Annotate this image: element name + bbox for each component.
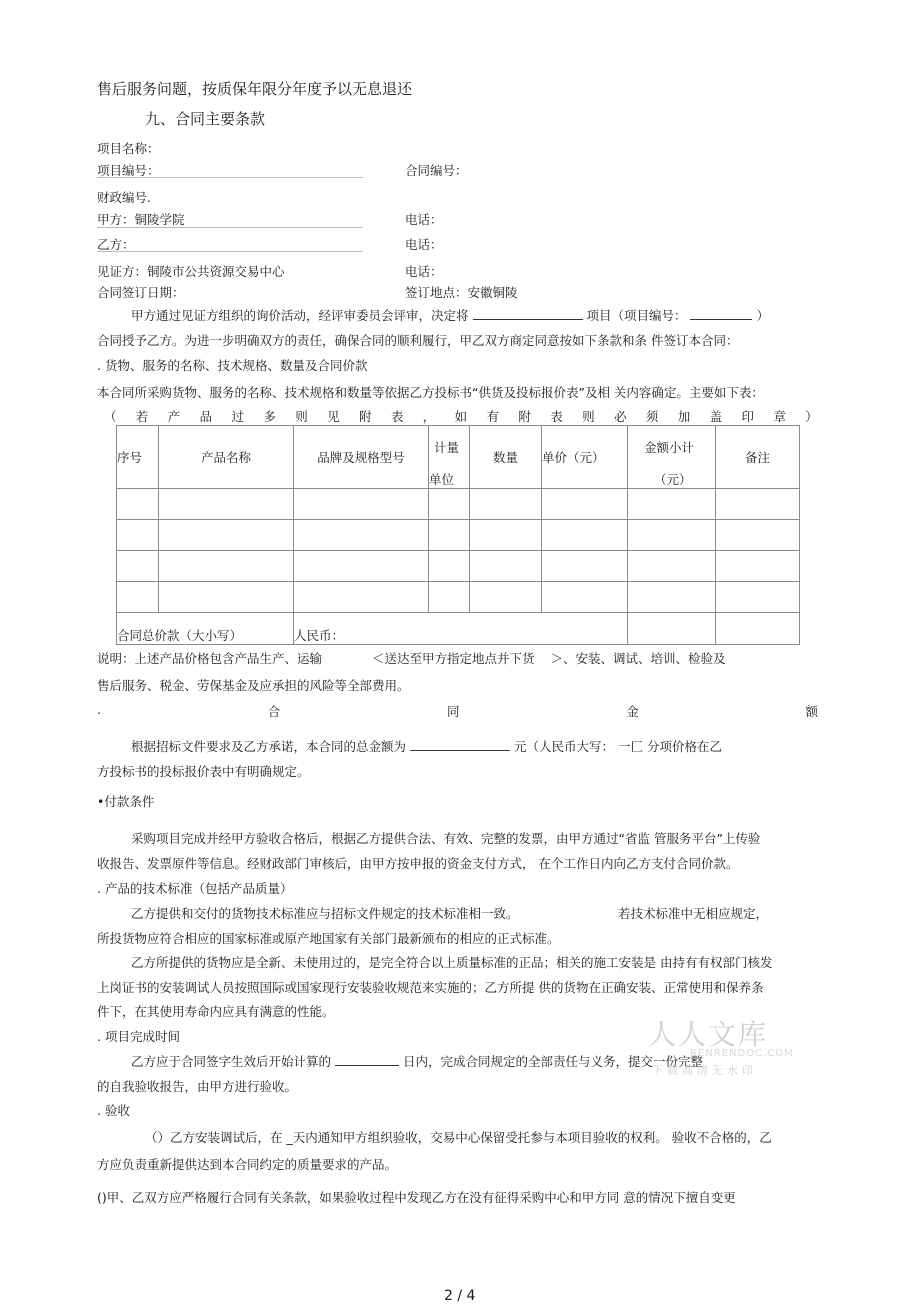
amount-heading xyxy=(97,702,818,720)
phone-w-label: 电话： xyxy=(405,264,443,279)
payment-line-2: 收报告、发票原件等信息。经财政部门审核后，由甲方按申报的资金支付方式， 在个工作日内向乙方支付合同价款。 xyxy=(97,856,739,871)
party-b: 乙方： xyxy=(97,237,135,252)
tech-line-4: 上岗证书的安装调试人员按照国际或国家现行安装验收规范来实施的；乙方所提 供的货物在正确安装、正常使用和保养条 xyxy=(97,980,764,995)
amount-text-d: 分项价格在乙 xyxy=(646,739,722,754)
watermark-url: RENRENDOC.COM xyxy=(690,1048,794,1059)
note-char: 盖 xyxy=(709,409,723,424)
explain-line-1 xyxy=(97,649,725,667)
intro-line-3: 本合同所采购货物、服务的名称、技术规格和数量等依据乙方投标书“供货及投标报价表”及相 关内容确定。主要如下表： xyxy=(97,385,764,400)
note-char: 章 xyxy=(773,409,786,424)
intro-line-1 xyxy=(131,306,769,324)
goods-table xyxy=(116,425,800,645)
explain-b: ＜送达至甲方指定地点并下货 xyxy=(371,651,535,666)
days-blank xyxy=(335,1053,399,1066)
intro-text-b: 项目（项目编号： xyxy=(586,308,687,323)
rmb-label: 人民币： xyxy=(294,613,628,645)
note-char: ， xyxy=(422,409,436,424)
note-char: （ xyxy=(104,409,117,424)
amount-text-c: 一匚 xyxy=(617,739,643,754)
phone-b-label: 电话： xyxy=(405,237,443,252)
party-a: 甲方：铜陵学院 xyxy=(97,212,185,227)
sign-place: 签订地点：安徽铜陵 xyxy=(405,285,518,300)
note-char: 则 xyxy=(582,409,595,424)
note-char: 加 xyxy=(677,409,691,424)
col-unit xyxy=(429,426,470,489)
note-char: 表 xyxy=(390,409,404,424)
table-total-row xyxy=(117,613,800,645)
note-char: 有 xyxy=(486,409,500,424)
completion-title: . 项目完成时间 xyxy=(97,1029,180,1044)
col-qty: 数量 xyxy=(470,426,542,489)
note-char: 品 xyxy=(199,409,213,424)
note-char: 附 xyxy=(359,409,372,424)
tech-line-2: 所投货物应符合相应的国家标准或原产地国家有关部门最新颁布的相应的正式标准。 xyxy=(97,931,560,946)
col-subtotal-bottom: （元） xyxy=(654,472,692,487)
explain-c: ＞、安装、调试、培训、检验及 xyxy=(550,651,726,666)
amount-text-a: 根据招标文件要求及乙方承诺，本合同的总金额为 xyxy=(131,739,407,754)
completion-line-1 xyxy=(131,1052,703,1070)
note-char: ） xyxy=(805,409,818,424)
tech-line-5: 件下，在其使用寿命内应具有满意的性能。 xyxy=(97,1004,335,1019)
amount-heading-char: 合 xyxy=(267,704,281,719)
intro-text-a: 甲方通过见证方组织的询价活动，经评审委员会评审，决定将 xyxy=(131,308,469,323)
note-char: 过 xyxy=(231,409,245,424)
col-unit-top: 计量 xyxy=(434,440,460,455)
note-char: 产 xyxy=(167,409,181,424)
completion-line-2: 的自我验收报告，由甲方进行验收。 xyxy=(97,1079,298,1094)
project-blank xyxy=(473,307,583,320)
acceptance-line-2: 方应负责重新提供达到本合同约定的质量要求的产品。 xyxy=(97,1157,398,1172)
amount-heading-char: 金 xyxy=(626,704,639,719)
witness: 见证方：铜陵市公共资源交易中心 xyxy=(97,264,285,279)
note-char: 表 xyxy=(550,409,563,424)
intro-text-c: ） xyxy=(756,308,769,323)
project-no-label: 项目编号： xyxy=(97,163,160,178)
tech-line-1a: 乙方提供和交付的货物技术标准应与招标文件规定的技术标准相一致。 xyxy=(131,906,519,921)
attachment-note xyxy=(104,407,818,425)
table-row xyxy=(117,520,800,551)
total-label: 合同总价款（大小写） xyxy=(117,613,294,645)
project-no-blank xyxy=(690,307,752,320)
col-unit-bottom: 单位 xyxy=(429,472,455,487)
completion-text-a: 乙方应于合同签字生效后开始计算的 xyxy=(131,1054,332,1069)
note-char: 若 xyxy=(135,409,149,424)
amount-line-2: 方投标书的投标报价表中有明确规定。 xyxy=(97,764,310,779)
note-char: 印 xyxy=(741,409,755,424)
completion-text-b: 日内，完成合同规定的全部责任与义务，提交一份完整 xyxy=(402,1054,703,1069)
table-header-row xyxy=(117,426,800,489)
col-price: 单价（元） xyxy=(542,426,628,489)
amount-heading-char: 额 xyxy=(805,704,818,719)
note-char: 必 xyxy=(614,409,627,424)
tech-line-1b: 若技术标准中无相应规定， xyxy=(618,906,769,921)
amount-heading-char: . xyxy=(97,702,101,717)
table-row xyxy=(117,489,800,520)
col-seq: 序号 xyxy=(117,426,159,489)
intro-line-2: 合同授予乙方。为进一步明确双方的责任，确保合同的顺利履行，甲乙双方商定同意按如下条款和条 件签订本合同： xyxy=(97,333,739,348)
note-char: 见 xyxy=(327,409,340,424)
tech-line-3: 乙方所提供的货物应是全新、未使用过的，是完全符合以上质量标准的正品；相关的施工安装是 由持有有权部门核发 xyxy=(131,955,773,970)
col-name: 产品名称 xyxy=(159,426,294,489)
watermark-logo: 人人文库 xyxy=(648,1018,769,1051)
party-a-line xyxy=(97,227,363,228)
amount-blank xyxy=(410,738,510,751)
col-subtotal xyxy=(628,426,716,489)
col-remark: 备注 xyxy=(716,426,800,489)
explain-line-2: 售后服务、税金、劳保基金及应承担的风险等全部费用。 xyxy=(97,678,410,693)
explain-a: 说明：上述产品价格包含产品生产、运输 xyxy=(97,651,323,666)
amount-heading-char: 同 xyxy=(446,704,460,719)
payment-line-1: 采购项目完成并经甲方验收合格后，根据乙方提供合法、有效、完整的发票，由甲方通过“省监 管服务平台”上传验 xyxy=(131,831,761,846)
acceptance-title: . 验收 xyxy=(97,1103,130,1118)
col-brand: 品牌及规格型号 xyxy=(294,426,429,489)
note-char: 附 xyxy=(518,409,531,424)
top-line: 售后服务问题，按质保年限分年度予以无息退还 xyxy=(97,80,413,98)
project-no-line xyxy=(97,177,363,178)
acceptance-line-1: （）乙方安装调试后，在 _天内通知甲方组织验收，交易中心保留受托参与本项目验收的权利。 验收不合格的，乙 xyxy=(145,1130,772,1145)
note-char: 则 xyxy=(295,409,308,424)
section-title: 九、合同主要条款 xyxy=(145,110,266,128)
note-char: 须 xyxy=(645,409,659,424)
col-subtotal-top: 金额小计 xyxy=(644,440,695,455)
watermark-tagline: 下载高清无水印 xyxy=(652,1064,757,1077)
tech-title: . 产品的技术标准（包括产品质量） xyxy=(97,881,293,896)
note-char: 多 xyxy=(263,409,276,424)
amount-text-b: 元（人民币大写： xyxy=(513,739,614,754)
project-name-label: 项目名称： xyxy=(97,141,160,156)
party-b-line xyxy=(97,251,363,252)
finance-no-label: 财政编号. xyxy=(97,190,151,205)
acceptance-line-3: ()甲、乙双方应严格履行合同有关条款，如果验收过程中发现乙方在没有征得采购中心和甲方同 意的情况下擅自变更 xyxy=(97,1190,736,1205)
table-row xyxy=(117,582,800,613)
note-char: 如 xyxy=(454,409,468,424)
phone-a-label: 电话： xyxy=(405,212,443,227)
payment-title: •付款条件 xyxy=(97,794,155,809)
page-number: 2 / 4 xyxy=(444,1288,476,1304)
item-goods-heading: . 货物、服务的名称、技术规格、数量及合同价款 xyxy=(97,358,368,373)
table-row xyxy=(117,551,800,582)
contract-no-label: 合同编号： xyxy=(405,163,468,178)
amount-line-1 xyxy=(131,737,722,755)
sign-date-label: 合同签订日期： xyxy=(97,285,185,300)
